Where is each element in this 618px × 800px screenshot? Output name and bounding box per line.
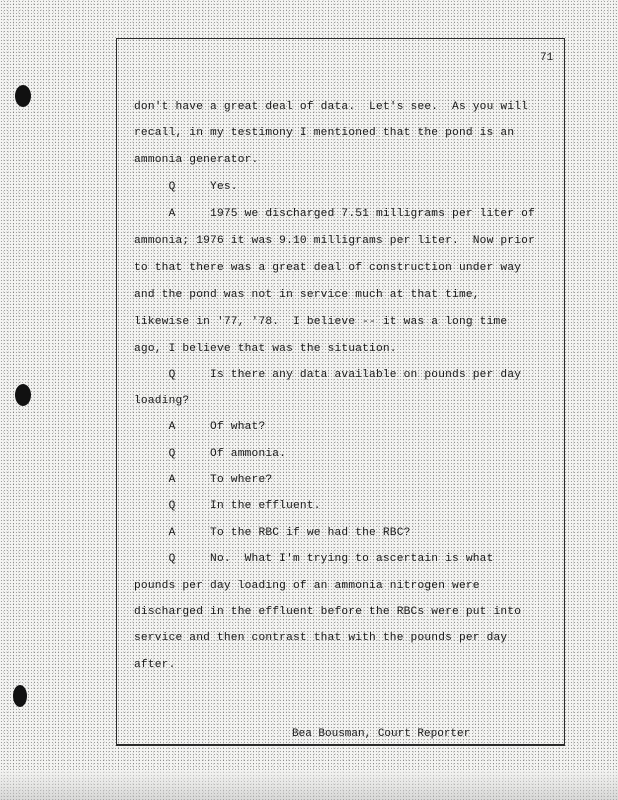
- transcript-line: ago, I believe that was the situation.: [134, 343, 397, 355]
- transcript-line: A To the RBC if we had the RBC?: [134, 527, 411, 539]
- scan-edge-shadow: [0, 770, 618, 800]
- transcript-line: don't have a great deal of data. Let's see. As you will: [134, 101, 529, 113]
- transcript-line: A 1975 we discharged 7.51 milligrams per liter of: [134, 208, 535, 220]
- transcript-line: A To where?: [134, 474, 273, 486]
- transcript-line: Q Is there any data available on pounds per day: [134, 369, 522, 381]
- transcript-line: Q No. What I'm trying to ascertain is what: [134, 553, 494, 565]
- transcript-line: service and then contrast that with the pounds per day: [134, 632, 508, 644]
- punch-hole: [15, 384, 31, 406]
- transcript-line: loading?: [134, 395, 190, 407]
- transcript-line: Q Of ammonia.: [134, 448, 287, 460]
- page-border-bottom: [116, 744, 565, 746]
- transcript-line: A Of what?: [134, 421, 266, 433]
- punch-hole: [13, 685, 27, 707]
- transcript-line: recall, in my testimony I mentioned that the pond is an: [134, 127, 515, 139]
- transcript-line: and the pond was not in service much at that time,: [134, 289, 480, 301]
- transcript-line: Q Yes.: [134, 181, 238, 193]
- transcript-line: pounds per day loading of an ammonia nitrogen were: [134, 580, 480, 592]
- transcript-line: likewise in '77, '78. I believe -- it was a long time: [134, 316, 508, 328]
- transcript-line: after.: [134, 659, 176, 671]
- transcript-line: Q In the effluent.: [134, 500, 321, 512]
- page-number: 71: [540, 52, 554, 64]
- punch-hole: [15, 85, 31, 107]
- transcript-line: to that there was a great deal of construction under way: [134, 262, 522, 274]
- transcript-line: ammonia; 1976 it was 9.10 milligrams per liter. Now prior: [134, 235, 535, 247]
- transcript-line: ammonia generator.: [134, 154, 259, 166]
- court-reporter-footer: Bea Bousman, Court Reporter: [292, 728, 471, 740]
- transcript-line: discharged in the effluent before the RBCs were put into: [134, 606, 522, 618]
